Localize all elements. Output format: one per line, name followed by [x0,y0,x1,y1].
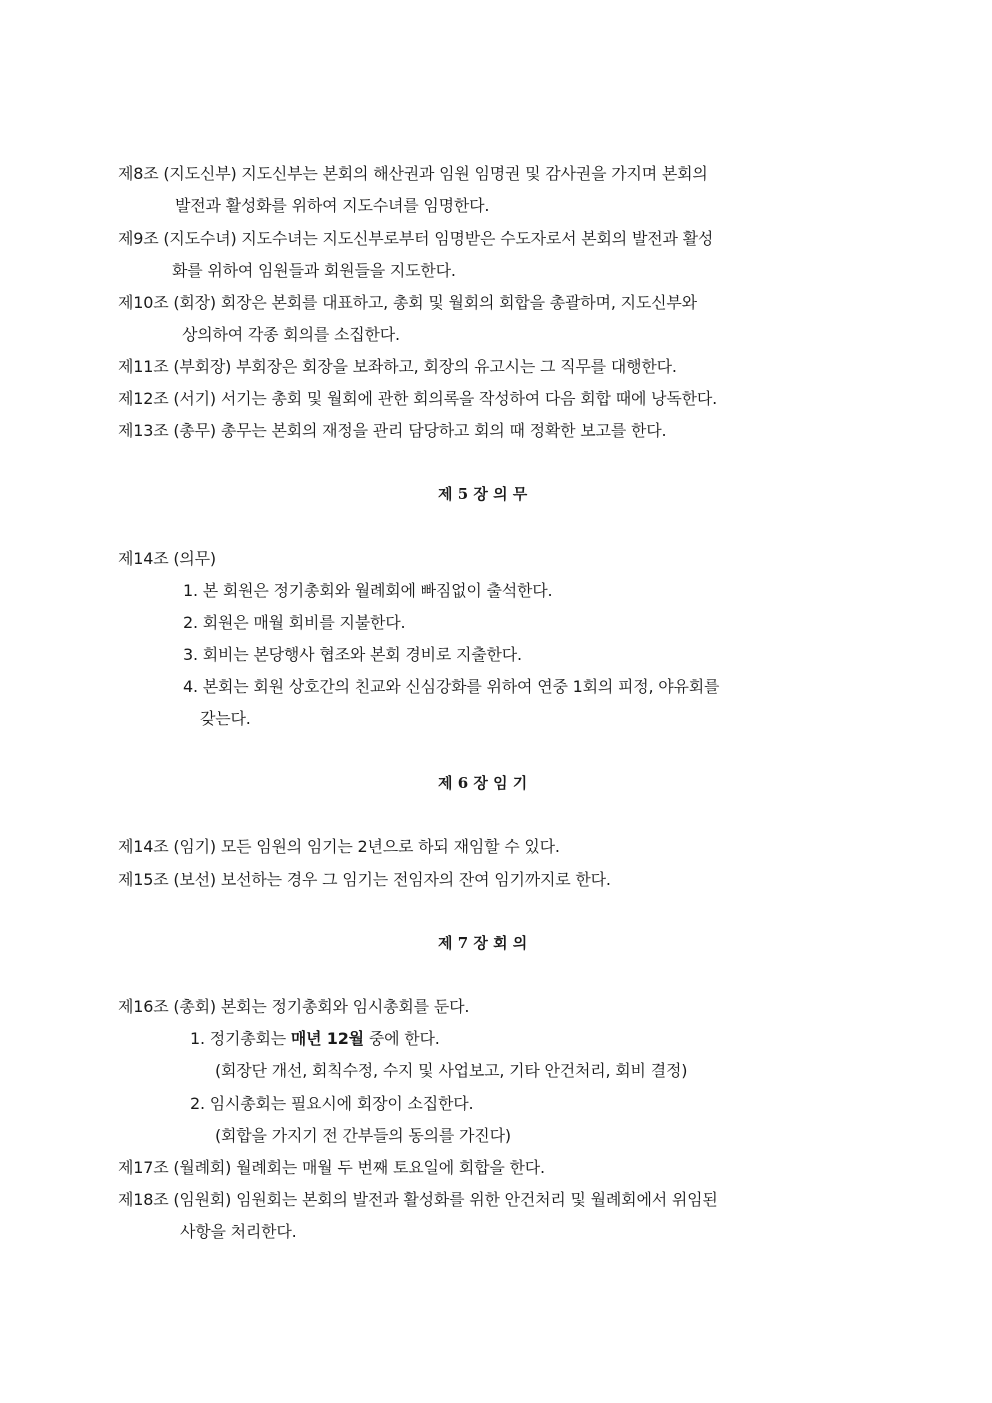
article-15: 제15조 (보선) 보선하는 경우 그 임기는 전임자의 잔여 임기까지로 한다. [118,870,611,889]
article-8-line-2: 발전과 활성화를 위하여 지도수녀를 임명한다. [175,196,490,215]
duty-item-1: 1. 본 회원은 정기총회와 월례회에 빠짐없이 출석한다. [183,581,553,600]
item-1-text-before: 1. 정기총회는 [190,1029,291,1048]
article-12: 제12조 (서기) 서기는 총회 및 월회에 관한 회의록을 작성하여 다음 회합 때에 낭독한다. [118,389,718,408]
item-1-bold-text: 매년 12월 [290,1029,364,1048]
general-meeting-item-2: 2. 임시총회는 필요시에 회장이 소집한다. [190,1094,474,1113]
article-14-term: 제14조 (임기) 모든 임원의 임기는 2년으로 하되 재임할 수 있다. [118,837,560,856]
general-meeting-item-1-note: (회장단 개선, 회칙수정, 수지 및 사업보고, 기타 안건처리, 회비 결정) [215,1061,688,1080]
article-10-line-1: 제10조 (회장) 회장은 본회를 대표하고, 총회 및 월회의 회합을 총괄하며, 지도신부와 [118,293,697,312]
article-13: 제13조 (총무) 총무는 본회의 재정을 관리 담당하고 회의 때 정확한 보고를 한다. [118,421,667,440]
article-10-line-2: 상의하여 각종 회의를 소집한다. [182,325,400,344]
article-18-line-1: 제18조 (임원회) 임원회는 본회의 발전과 활성화를 위한 안건처리 및 월례회에서 위임된 [118,1190,718,1209]
article-16: 제16조 (총회) 본회는 정기총회와 임시총회를 둔다. [118,997,470,1016]
duty-item-2: 2. 회원은 매월 회비를 지불한다. [183,613,406,632]
duty-item-3: 3. 회비는 본당행사 협조와 본회 경비로 지출한다. [183,645,522,664]
chapter-5-heading: 제 5 장 의 무 [438,485,528,503]
chapter-6-heading: 제 6 장 임 기 [438,774,528,792]
general-meeting-item-1 [190,1029,440,1049]
article-8-line-1: 제8조 (지도신부) 지도신부는 본회의 해산권과 임원 임명권 및 감사권을 가지며 본회의 [118,164,708,183]
article-17: 제17조 (월례회) 월례회는 매월 두 번째 토요일에 회합을 한다. [118,1158,545,1177]
item-1-text-after: 중에 한다. [363,1029,440,1048]
article-9-line-2: 화를 위하여 임원들과 회원들을 지도한다. [172,261,456,280]
article-18-line-2: 사항을 처리한다. [180,1222,297,1241]
chapter-7-heading: 제 7 장 회 의 [438,934,528,952]
article-11: 제11조 (부회장) 부회장은 회장을 보좌하고, 회장의 유고시는 그 직무를 대행한다. [118,357,677,376]
article-14-duty-title: 제14조 (의무) [118,549,216,568]
general-meeting-item-2-note: (회합을 가지기 전 간부들의 동의를 가진다) [215,1126,511,1145]
duty-item-4-line-2: 갖는다. [200,709,251,728]
duty-item-4-line-1: 4. 본회는 회원 상호간의 친교와 신심강화를 위하여 연중 1회의 피정, 야유회를 [183,677,720,696]
article-9-line-1: 제9조 (지도수녀) 지도수녀는 지도신부로부터 임명받은 수도자로서 본회의 발전과 활성 [118,229,714,248]
